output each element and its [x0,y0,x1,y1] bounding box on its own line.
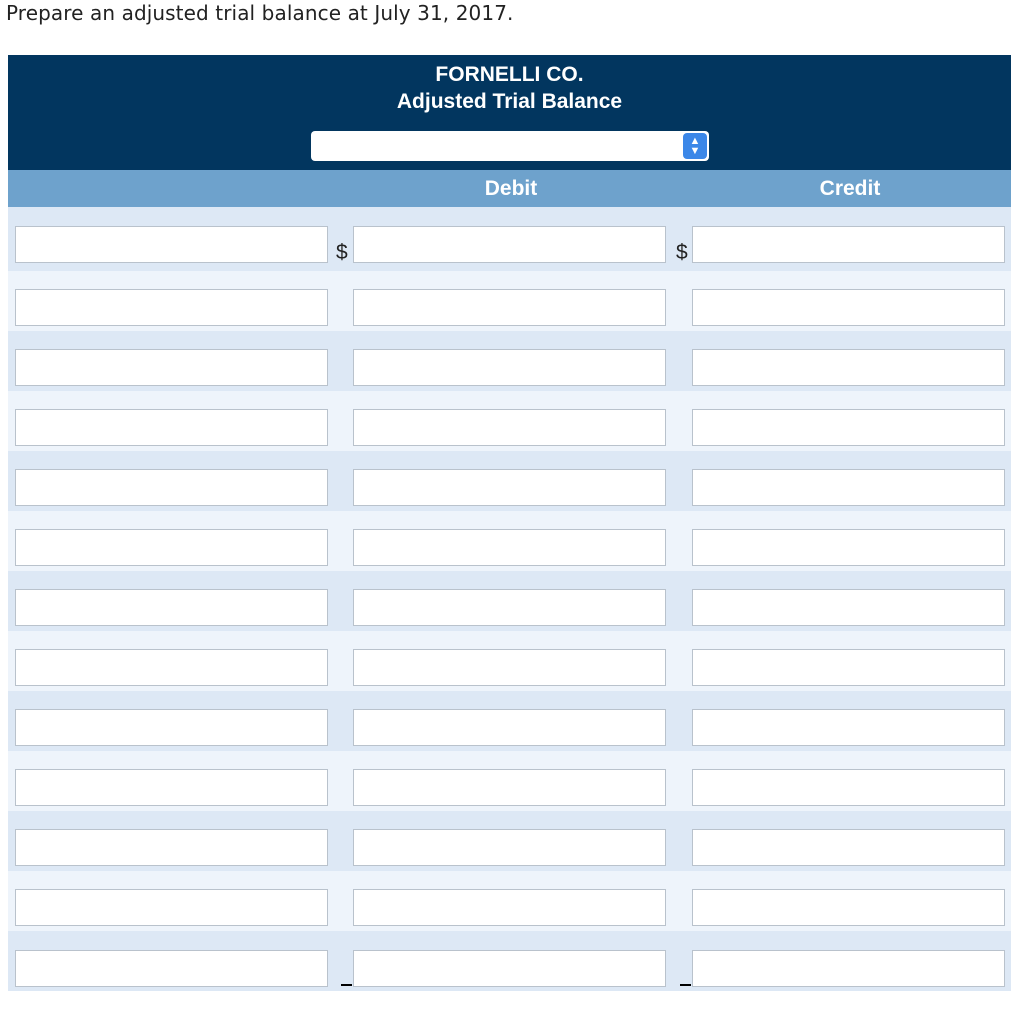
instruction-text: Prepare an adjusted trial balance at July 31, 2017. [6,1,514,25]
column-header-bar [8,170,1011,207]
account-name-input[interactable] [15,289,328,326]
table-row [8,871,1011,931]
debit-input[interactable] [353,469,666,506]
table-row [8,691,1011,751]
debit-input[interactable] [353,889,666,926]
account-name-input[interactable] [15,529,328,566]
debit-input[interactable] [353,649,666,686]
debit-input[interactable] [353,950,666,987]
credit-input[interactable] [692,829,1005,866]
table-row [8,751,1011,811]
debit-column-header: Debit [484,177,538,200]
debit-input[interactable] [353,829,666,866]
credit-input[interactable] [692,529,1005,566]
credit-input[interactable] [692,889,1005,926]
table-row [8,511,1011,571]
debit-input[interactable] [353,769,666,806]
credit-input[interactable] [692,649,1005,686]
debit-total-marker [341,984,352,986]
account-name-input[interactable] [15,950,328,987]
credit-input[interactable] [692,469,1005,506]
debit-input[interactable] [353,409,666,446]
account-name-input[interactable] [15,349,328,386]
credit-input[interactable] [692,709,1005,746]
credit-input[interactable] [692,409,1005,446]
table-row [8,631,1011,691]
company-name: FORNELLI CO. [435,63,584,86]
account-name-input[interactable] [15,649,328,686]
credit-input[interactable] [692,349,1005,386]
credit-total-marker [680,984,691,986]
credit-input[interactable] [692,589,1005,626]
statement-title: Adjusted Trial Balance [396,90,623,113]
table-row [8,391,1011,451]
account-name-input[interactable] [15,889,328,926]
account-name-input[interactable] [15,769,328,806]
credit-input[interactable] [692,950,1005,987]
account-name-input[interactable] [15,409,328,446]
statement-header [8,55,1011,170]
debit-dollar-sign: $ [336,241,348,264]
trial-balance-panel [8,55,1011,1016]
table-row [8,207,1011,271]
debit-input[interactable] [353,289,666,326]
account-name-input[interactable] [15,589,328,626]
account-name-input[interactable] [15,469,328,506]
table-row [8,331,1011,391]
debit-input[interactable] [353,589,666,626]
debit-input[interactable] [353,709,666,746]
debit-input[interactable] [353,349,666,386]
credit-input[interactable] [692,289,1005,326]
account-name-input[interactable] [15,829,328,866]
credit-dollar-sign: $ [676,241,688,264]
credit-input[interactable] [692,769,1005,806]
table-row [8,451,1011,511]
debit-input[interactable] [353,226,666,263]
trial-balance-rows [8,207,1011,991]
table-row [8,931,1011,991]
date-select[interactable] [311,131,709,161]
table-row [8,571,1011,631]
debit-input[interactable] [353,529,666,566]
select-arrows-icon[interactable]: ▲ ▼ [683,133,707,159]
credit-column-header: Credit [819,177,881,200]
credit-input[interactable] [692,226,1005,263]
table-row [8,811,1011,871]
account-name-input[interactable] [15,226,328,263]
table-row [8,271,1011,331]
account-name-input[interactable] [15,709,328,746]
